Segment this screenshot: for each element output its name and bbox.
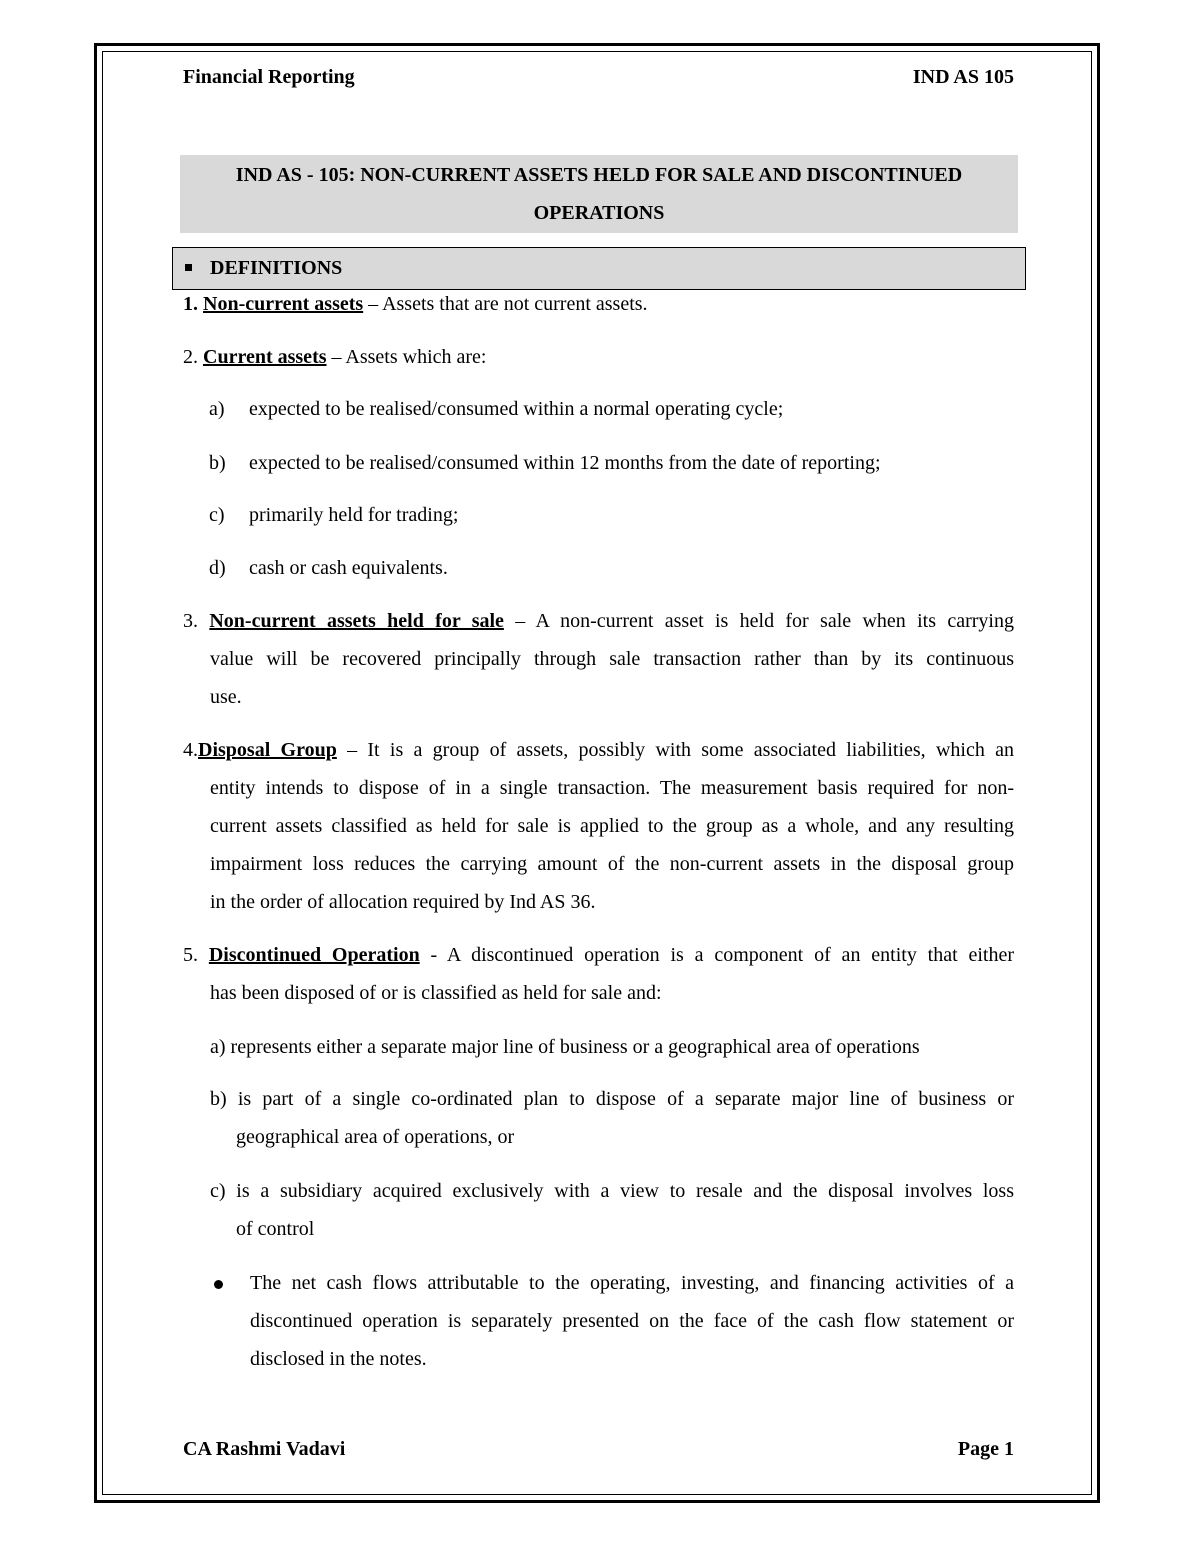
list-item: [210, 1180, 1014, 1203]
title-line-2: OPERATIONS: [533, 202, 665, 224]
text-line: current assets classified as held for sale is applied to the group as a whole, and any resulting: [210, 815, 1014, 837]
text-line: use.: [210, 686, 242, 708]
footer-author: CA Rashmi Vadavi: [183, 1438, 346, 1460]
list-item: [209, 504, 459, 527]
definition-number: 3.: [183, 610, 198, 632]
list-item-text: expected to be realised/consumed within a normal operating cycle;: [249, 398, 784, 420]
square-bullet-icon: [185, 264, 192, 271]
definition-text: – Assets that are not current assets.: [363, 293, 648, 315]
list-marker: a): [209, 398, 225, 420]
list-item: [209, 557, 448, 580]
list-item: [209, 452, 881, 475]
definition-2: [183, 346, 487, 369]
list-marker: b): [209, 452, 226, 474]
list-item-text: primarily held for trading;: [249, 504, 459, 526]
section-label: DEFINITIONS: [210, 257, 343, 279]
definition-number: 4.: [183, 739, 198, 761]
header-left: Financial Reporting: [183, 66, 355, 88]
definition-term: Non-current assets: [203, 293, 364, 315]
definition-term: Disposal Group: [198, 739, 337, 761]
text-line: of control: [236, 1218, 315, 1240]
definition-term: Non-current assets held for sale: [209, 610, 504, 632]
definition-number: 1.: [183, 293, 198, 315]
title-line-1: IND AS - 105: NON-CURRENT ASSETS HELD FOR SALE AND DISCONTINUED: [235, 164, 963, 186]
section-heading: [172, 247, 1026, 290]
definition-3: [183, 610, 1014, 633]
list-item: [210, 1088, 1014, 1111]
footer-page-number: Page 1: [957, 1438, 1014, 1460]
definition-text: – A non-current asset is held for sale when its carrying: [503, 610, 1014, 632]
bullet-text-line: discontinued operation is separately presented on the face of the cash flow statement or: [250, 1310, 1014, 1332]
list-marker: c): [209, 504, 225, 526]
text-line: geographical area of operations, or: [236, 1126, 515, 1148]
list-marker: c): [210, 1180, 226, 1202]
bullet-text-line: The net cash flows attributable to the operating, investing, and financing activities of a: [250, 1272, 1014, 1294]
document-title: [180, 155, 1018, 233]
definition-number: 5.: [183, 944, 198, 966]
definition-term: Discontinued Operation: [208, 944, 420, 966]
list-item-text: expected to be realised/consumed within 12 months from the date of reporting;: [249, 452, 881, 474]
definition-text: – Assets which are:: [326, 346, 487, 368]
text-line: impairment loss reduces the carrying amount of the non-current assets in the disposal group: [210, 853, 1014, 875]
text-line: value will be recovered principally through sale transaction rather than by its continuous: [210, 648, 1014, 670]
header-right: IND AS 105: [912, 66, 1014, 88]
list-item-text: cash or cash equivalents.: [249, 557, 448, 579]
list-item: [210, 1036, 920, 1059]
list-marker: b): [210, 1088, 227, 1110]
definition-1: [183, 293, 648, 316]
definition-5: [183, 944, 1014, 967]
text-line: in the order of allocation required by Ind AS 36.: [210, 891, 596, 913]
definition-4: [183, 739, 1014, 762]
text-line: entity intends to dispose of in a single transaction. The measurement basis required for non-: [210, 777, 1014, 799]
list-marker: d): [209, 557, 226, 579]
text-line: has been disposed of or is classified as held for sale and:: [210, 982, 662, 1004]
definition-number: 2.: [183, 346, 198, 368]
list-item-text: is part of a single co-ordinated plan to dispose of a separate major line of business or: [237, 1088, 1015, 1110]
bullet-text-line: disclosed in the notes.: [250, 1348, 427, 1370]
list-item-text: is a subsidiary acquired exclusively with a view to resale and the disposal involves loss: [236, 1180, 1014, 1202]
list-item-text: represents either a separate major line of business or a geographical area of operations: [230, 1036, 920, 1058]
bullet-icon: [214, 1280, 223, 1289]
list-marker: a): [210, 1036, 226, 1058]
definition-text: - A discontinued operation is a component of an entity that either: [419, 944, 1014, 966]
list-item: [209, 398, 784, 421]
definition-text: – It is a group of assets, possibly with some associated liabilities, which an: [336, 739, 1014, 761]
definition-term: Current assets: [203, 346, 327, 368]
